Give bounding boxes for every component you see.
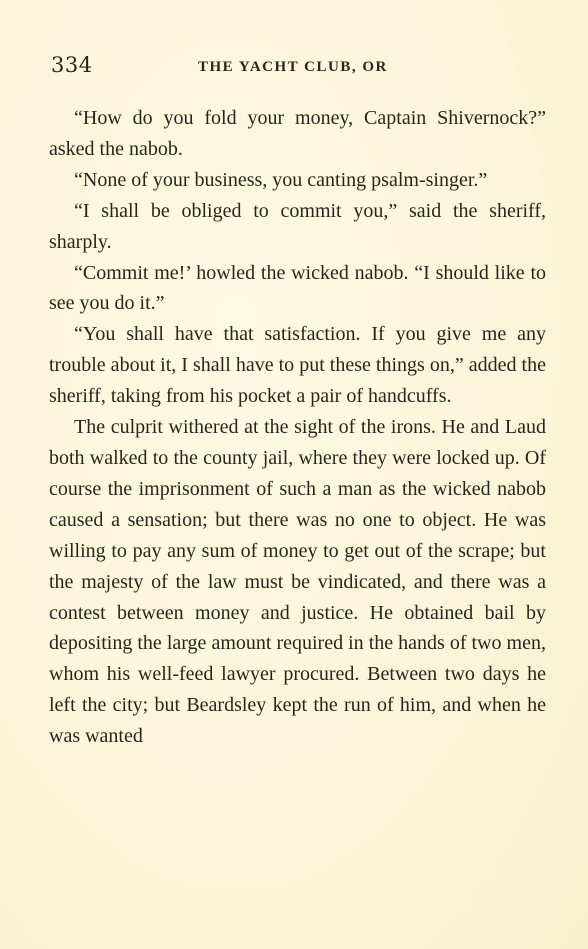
paragraph: “You shall have that satisfaction. If you give me any trouble about it, I shall have to put these things on,” added the sheriff, taking from his pocket a pair of handcuffs. — [49, 323, 546, 408]
paragraph: “None of your business, you canting psalm-singer.” — [74, 168, 488, 191]
page-number: 334 — [51, 53, 93, 77]
body-text — [49, 103, 546, 752]
paragraph: The culprit withered at the sight of the irons. He and Laud both walked to the county jail, where they were locked up. Of course the imprisonment of such a man as the wicked nabob caused a sensation; but there was no one to object. He was willing to pay any sum of money to get out of the scrape; but the majesty of the law must be vindicated, and there was a contest between money and justice. He obtained bail by depositing the large amount required in the hands of two men, whom his well-feed lawyer procured. Between two days he left the city; but Beardsley kept the run of him, and when he was wanted — [49, 416, 546, 748]
paragraph: “How do you fold your money, Captain Shivernock?” asked the nabob. — [49, 107, 546, 160]
running-head: THE YACHT CLUB, OR — [198, 59, 388, 75]
page-header — [51, 53, 546, 83]
paragraph: “I shall be obliged to commit you,” said the sheriff, sharply. — [49, 199, 546, 253]
paragraph: “Commit me!’ howled the wicked nabob. “I should like to see you do it.” — [49, 261, 546, 315]
